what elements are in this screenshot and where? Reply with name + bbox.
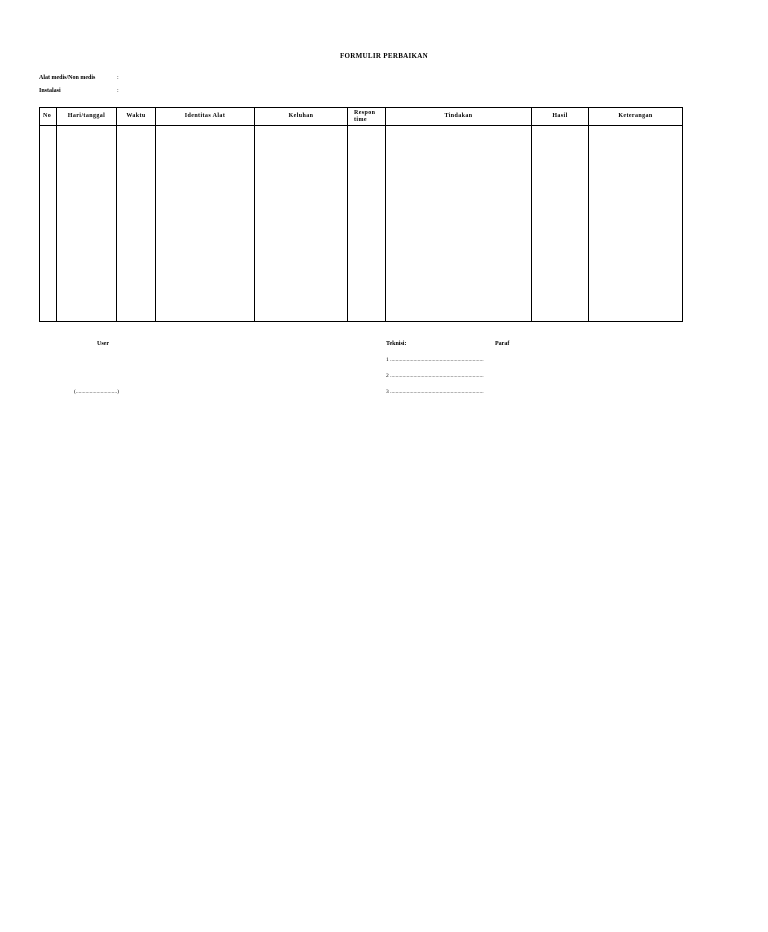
column-header-no: No [40, 108, 57, 126]
cell-hari-tanggal[interactable] [57, 126, 117, 322]
technician-label: Teknisi: [386, 341, 407, 347]
cell-tindakan[interactable] [386, 126, 532, 322]
cell-waktu[interactable] [117, 126, 156, 322]
technician-line-2: 2 .................................................................... [386, 373, 484, 379]
technician-line-3: 3 .................................................................... [386, 389, 484, 395]
column-header-keluhan: Keluhan [255, 108, 348, 126]
cell-no[interactable] [40, 126, 57, 322]
column-header-respon-time: Respon time [348, 108, 386, 126]
table-row [40, 126, 683, 322]
column-header-keterangan: Keterangan [589, 108, 683, 126]
cell-hasil[interactable] [532, 126, 589, 322]
field-separator-instalasi: : [117, 88, 119, 94]
column-header-waktu: Waktu [117, 108, 156, 126]
field-label-instalasi: Instalasi [39, 88, 61, 94]
column-header-identitas-alat: Identitas Alat [156, 108, 255, 126]
field-label-alat: Alat medis/Non medis [39, 75, 96, 81]
column-header-hasil: Hasil [532, 108, 589, 126]
field-separator-alat: : [117, 75, 119, 81]
column-header-hari-tanggal: Hari/tanggal [57, 108, 117, 126]
column-header-tindakan: Tindakan [386, 108, 532, 126]
repair-table [39, 107, 683, 322]
cell-respon-time[interactable] [348, 126, 386, 322]
table-header-row [40, 108, 683, 126]
user-signature-line: (..............................) [74, 389, 119, 395]
user-signature-label: User [97, 341, 109, 347]
form-title: FORMULIR PERBAIKAN [339, 52, 429, 60]
technician-line-1: 1 .................................................................... [386, 357, 484, 363]
cell-identitas-alat[interactable] [156, 126, 255, 322]
cell-keterangan[interactable] [589, 126, 683, 322]
cell-keluhan[interactable] [255, 126, 348, 322]
paraf-label: Paraf [495, 341, 510, 347]
